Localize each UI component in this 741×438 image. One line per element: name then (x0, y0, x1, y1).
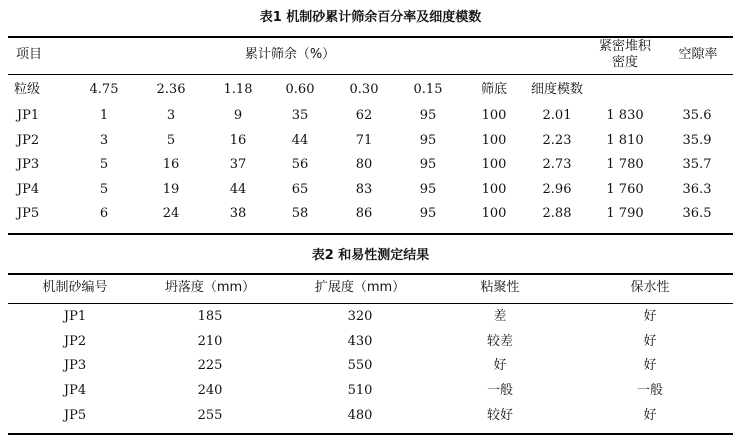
table1-cell: 80 (355, 157, 373, 172)
table2-cell: 好 (643, 408, 657, 423)
table1-cell: JP2 (16, 133, 40, 148)
table1-header-rule (8, 74, 733, 75)
table1-cell: 56 (291, 157, 309, 172)
table1-cell: 36.3 (682, 182, 712, 197)
table2-cell: 较好 (486, 408, 513, 423)
table1-sub-8: 细度模数 (530, 82, 583, 97)
table2-cell: 一般 (636, 383, 663, 398)
table2-cell: 185 (197, 309, 223, 324)
table1-cell: 35.9 (682, 133, 712, 148)
table1-cell: 36.5 (682, 206, 712, 221)
table1-cell: 1 810 (606, 133, 644, 148)
table2-header-rule (8, 303, 733, 304)
table1-cell: 95 (419, 206, 437, 221)
table1-cell: 95 (419, 157, 437, 172)
table2-cell: 240 (197, 383, 223, 398)
table1-cell: 1 (99, 108, 109, 123)
table2-cell: 550 (347, 358, 373, 373)
table1-sub-0: 粒级 (14, 82, 41, 97)
table2-cell: 255 (197, 408, 223, 423)
table1-header-density-line1: 紧密堆积 (598, 39, 651, 54)
table1-cell: 95 (419, 133, 437, 148)
table1-sub-2: 2.36 (156, 82, 186, 97)
table1-cell: 38 (229, 206, 247, 221)
table1-header-cumulative: 累计筛余（%） (244, 47, 336, 62)
table1-cell: 16 (162, 157, 180, 172)
table1-cell: 44 (229, 182, 247, 197)
table2-cell: 510 (347, 383, 373, 398)
table1-cell: 35 (291, 108, 309, 123)
table1-cell: 44 (291, 133, 309, 148)
table1-sub-3: 1.18 (223, 82, 253, 97)
table1-cell: 95 (419, 108, 437, 123)
table1-header-density-line2: 密度 (611, 55, 638, 70)
table2-cell: 一般 (486, 383, 513, 398)
table1-cell: 2.88 (542, 206, 572, 221)
table1-cell: 1 780 (606, 157, 644, 172)
table2-cell: JP4 (63, 383, 87, 398)
table1-sub-6: 0.15 (413, 82, 443, 97)
table1-cell: 2.73 (542, 157, 572, 172)
table2-cell: 好 (643, 309, 657, 324)
table1-sub-1: 4.75 (89, 82, 119, 97)
table1-cell: 3 (99, 133, 109, 148)
table1-cell: 37 (229, 157, 247, 172)
table2-cell: 好 (493, 358, 507, 373)
table1-cell: 100 (481, 108, 507, 123)
table2-header-id: 机制砂编号 (42, 280, 108, 295)
table1-cell: 100 (481, 157, 507, 172)
table1-cell: 62 (355, 108, 373, 123)
table2-cell: JP3 (63, 358, 87, 373)
table1-cell: 35.6 (682, 108, 712, 123)
table1-cell: 1 790 (606, 206, 644, 221)
table1-cell: 83 (355, 182, 373, 197)
table2-cell: 好 (643, 334, 657, 349)
table1-title: 表1 机制砂累计筛余百分率及细度模数 (259, 10, 482, 25)
table1-cell: 5 (99, 182, 109, 197)
table1-cell: 9 (233, 108, 243, 123)
table1-cell: 1 760 (606, 182, 644, 197)
table2-header-water-retention: 保水性 (630, 280, 670, 295)
table1-bottom-rule (8, 233, 733, 235)
table2-title: 表2 和易性测定结果 (311, 248, 430, 263)
table2-bottom-rule (8, 433, 733, 435)
table2-cell: JP5 (63, 408, 87, 423)
table1-cell: JP4 (16, 182, 40, 197)
table1-cell: 6 (99, 206, 109, 221)
table1-top-rule (8, 36, 733, 38)
table2-cell: 320 (347, 309, 373, 324)
table1-header-density (590, 39, 660, 71)
table2-cell: JP1 (63, 309, 87, 324)
table2-header-cohesion: 粘聚性 (480, 280, 520, 295)
table1-sub-7: 筛底 (480, 82, 507, 97)
table2-cell: 较差 (486, 334, 513, 349)
table1-cell: 95 (419, 182, 437, 197)
table2-cell: 430 (347, 334, 373, 349)
table2-cell: 好 (643, 358, 657, 373)
table1-cell: 86 (355, 206, 373, 221)
table1-cell: 5 (99, 157, 109, 172)
table2-cell: JP2 (63, 334, 87, 349)
table1-cell: 100 (481, 206, 507, 221)
table1-cell: 65 (291, 182, 309, 197)
table1-cell: 58 (291, 206, 309, 221)
table1-cell: 3 (166, 108, 176, 123)
table1-cell: JP5 (16, 206, 40, 221)
table1-sub-4: 0.60 (285, 82, 315, 97)
table2-cell: 225 (197, 358, 223, 373)
table1-sub-5: 0.30 (349, 82, 379, 97)
table2-top-rule (8, 273, 733, 275)
table2-cell: 210 (197, 334, 223, 349)
table1-cell: 71 (355, 133, 373, 148)
table1-cell: 2.01 (542, 108, 572, 123)
table1-cell: 1 830 (606, 108, 644, 123)
table1-cell: JP3 (16, 157, 40, 172)
table1-cell: 19 (162, 182, 180, 197)
table1-cell: JP1 (16, 108, 40, 123)
table1-cell: 100 (481, 133, 507, 148)
table1-cell: 5 (166, 133, 176, 148)
table1-header-item: 项目 (16, 47, 43, 62)
table1-header-porosity: 空隙率 (678, 47, 718, 62)
table1-cell: 100 (481, 182, 507, 197)
table1-cell: 2.96 (542, 182, 572, 197)
table2-cell: 480 (347, 408, 373, 423)
table1-cell: 16 (229, 133, 247, 148)
table1-cell: 35.7 (682, 157, 712, 172)
table2-header-spread: 扩展度（mm） (314, 280, 406, 295)
table2-cell: 差 (493, 309, 507, 324)
table1-cell: 2.23 (542, 133, 572, 148)
table2-header-slump: 坍落度（mm） (164, 280, 256, 295)
table1-cell: 24 (162, 206, 180, 221)
